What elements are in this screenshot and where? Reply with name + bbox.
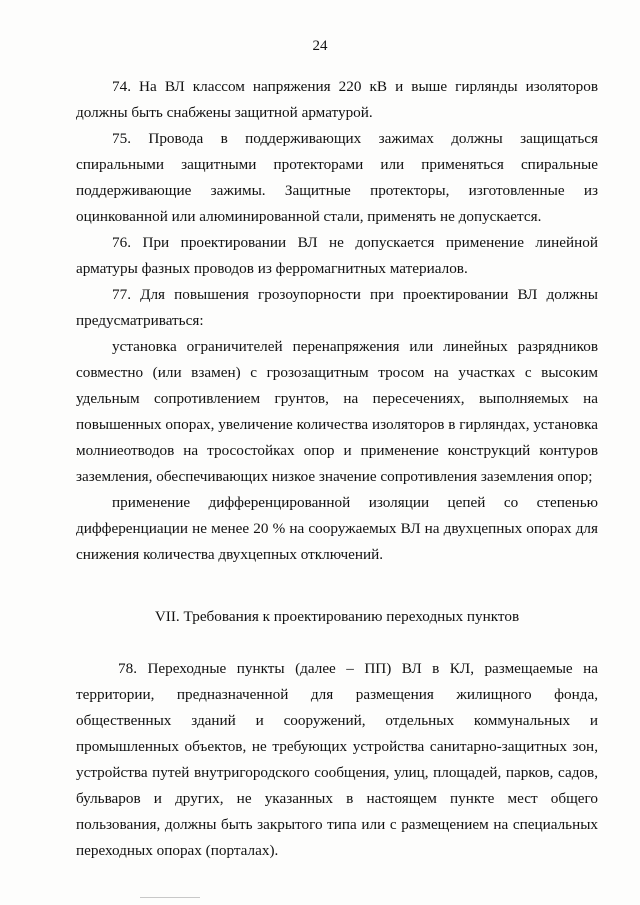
paragraph-78: 78. Переходные пункты (далее – ПП) ВЛ в КЛ, размещаемые на территории, предназначенной для размещения жилищного фонда, общественных зданий и сооружений, отдельных коммунальных и промышленных объектов, не требующих устройства санитарно-защитных зон, устройства путей внутригородского сообщения, улиц, площадей, парков, садов, бульваров и других, не указанных в настоящем пункте мест общего пользования, должны быть закрытого типа или с размещением на специальных переходных опорах (порталах).: [76, 660, 598, 859]
paragraph-76: 76. При проектировании ВЛ не допускается применение линейной арматуры фазных проводов из ферромагнитных материалов.: [76, 234, 598, 277]
paragraph-77: 77. Для повышения грозоупорности при проектировании ВЛ должны предусматриваться:: [76, 286, 598, 329]
paragraph-77-item-1: установка ограничителей перенапряжения или линейных разрядников совместно (или взамен) с грозозащитным тросом на участках с высоким удельным сопротивлением грунтов, на пересечениях, выполняемых на повышенных опорах, увеличение количества изоляторов в гирляндах, установка молниеотводов на тросостойках опор и применение конструкций контуров заземления, обеспечивающих низкое значение сопротивления заземления опор;: [76, 338, 598, 485]
paragraph-75: 75. Провода в поддерживающих зажимах должны защищаться спиральными защитными протекторами или применяться спиральные поддерживающие зажимы. Защитные протекторы, изготовленные из оцинкованной или алюминированной стали, применять не допускается.: [76, 130, 598, 225]
section-heading: VII. Требования к проектированию переходных пунктов: [154, 608, 520, 625]
paragraph-77-item-2: применение дифференцированной изоляции цепей со степенью дифференциации не менее 20 % на сооружаемых ВЛ на двухцепных опорах для снижения количества двухцепных отключений.: [76, 494, 598, 563]
document-body: [76, 74, 598, 864]
paragraph-74: 74. На ВЛ классом напряжения 220 кВ и выше гирлянды изоляторов должны быть снабжены защитной арматурой.: [76, 78, 598, 121]
page-number: 24: [312, 38, 328, 54]
bottom-rule: [140, 897, 200, 898]
